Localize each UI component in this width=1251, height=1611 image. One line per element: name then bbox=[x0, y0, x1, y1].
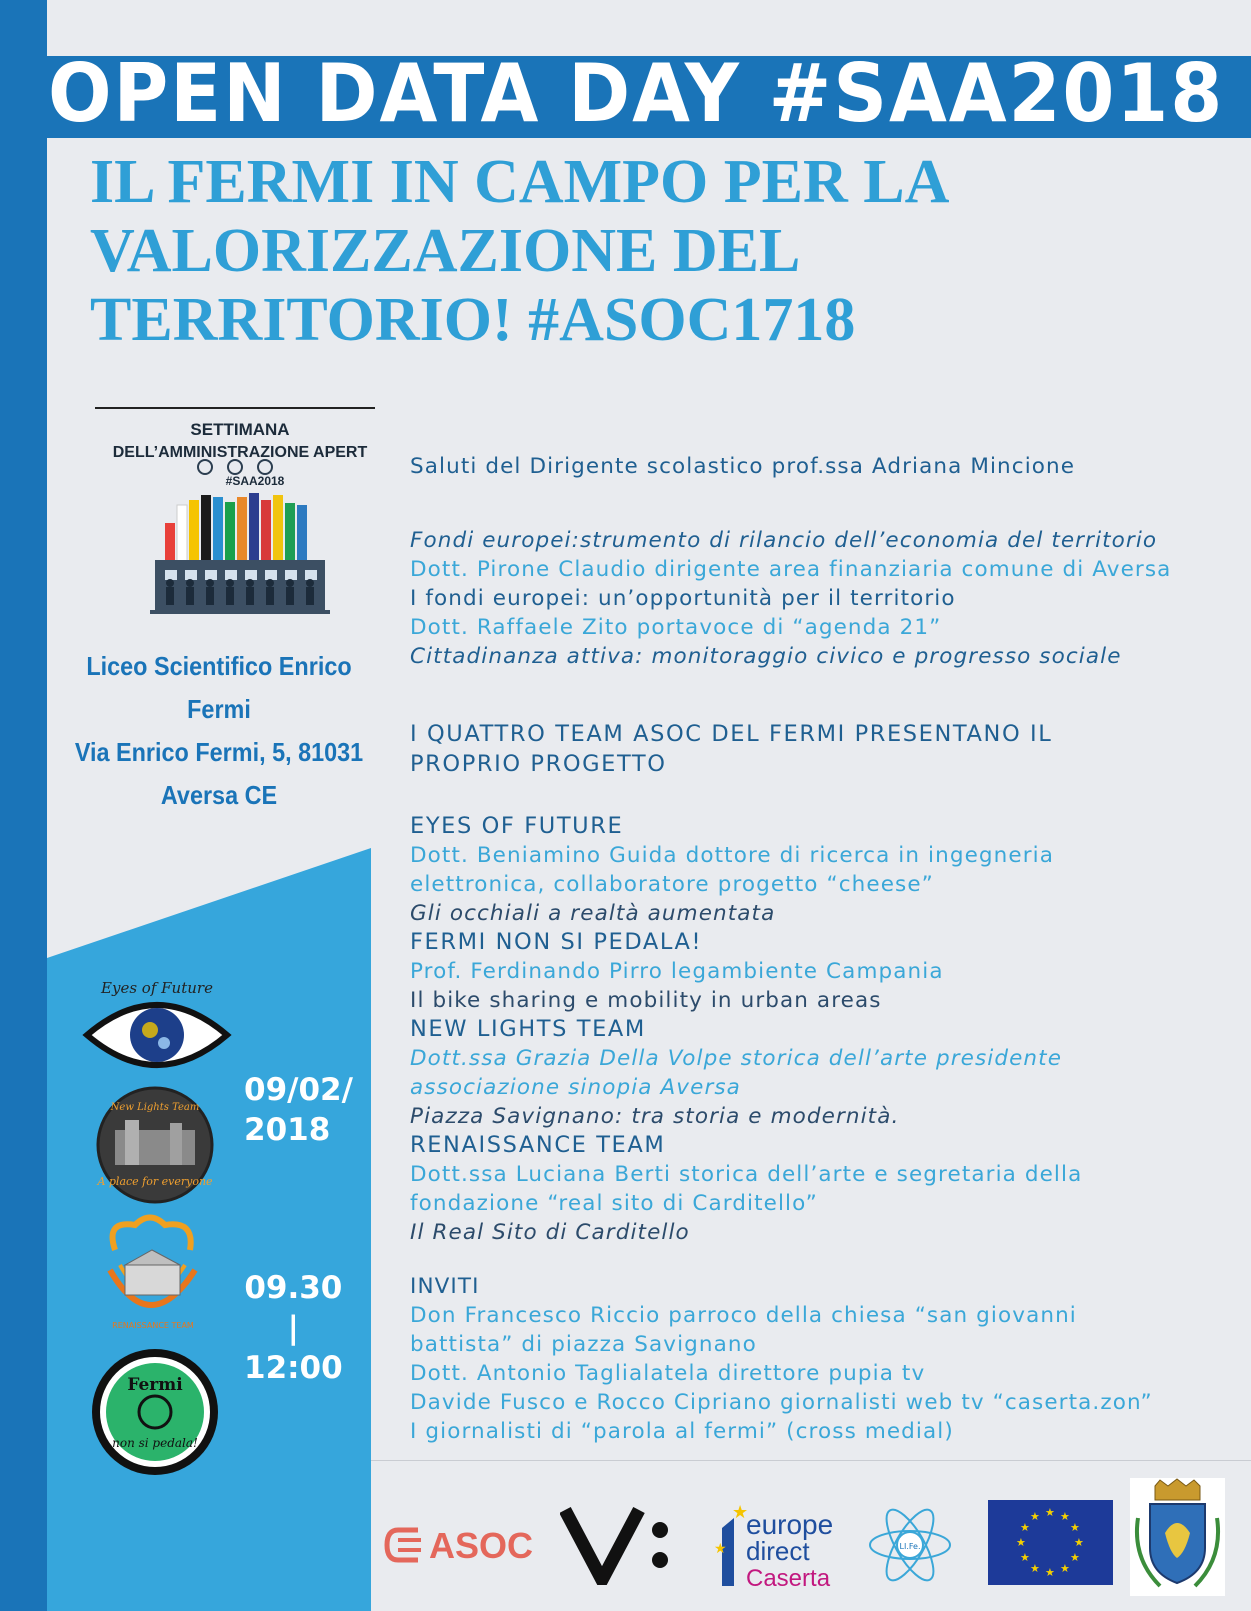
svg-text:★: ★ bbox=[1060, 1510, 1070, 1523]
invite: Dott. Antonio Taglialatela direttore pupia tv bbox=[410, 1361, 926, 1386]
star-icon: ★ bbox=[732, 1502, 749, 1523]
footer-divider bbox=[371, 1460, 1251, 1461]
newlights-logo-bottom: A place for everyone bbox=[97, 1175, 213, 1188]
fermi-logo-text: Fermi bbox=[127, 1375, 183, 1395]
team-guest: associazione sinopia Aversa bbox=[410, 1075, 741, 1100]
team-guest: Dott. Beniamino Guida dottore di ricerca in ingegneria bbox=[410, 843, 1054, 868]
team-project: Gli occhiali a realtà aumentata bbox=[410, 901, 776, 926]
time-line: 12:00 bbox=[244, 1350, 343, 1386]
svg-text:★: ★ bbox=[1030, 1562, 1040, 1575]
saa-logo bbox=[90, 405, 380, 630]
team-name: RENAISSANCE TEAM bbox=[410, 1132, 666, 1158]
date-line: 09/02/ bbox=[244, 1072, 353, 1108]
team-guest: Dott.ssa Luciana Berti storica dell’arte e segretaria della bbox=[410, 1162, 1083, 1187]
europe-text: europe bbox=[746, 1509, 834, 1540]
team-guest: fondazione “real sito di Carditello” bbox=[410, 1191, 818, 1216]
subtitle-line: IL FERMI IN CAMPO PER LA bbox=[90, 148, 950, 216]
poster-subtitle bbox=[90, 148, 970, 355]
svg-text:★: ★ bbox=[1070, 1521, 1080, 1534]
eu-flag-icon bbox=[988, 1500, 1113, 1585]
team-name: FERMI NON SI PEDALA! bbox=[410, 929, 703, 955]
saa-logo-line2: DELL’AMMINISTRAZIONE APERT bbox=[112, 444, 368, 461]
invite: Davide Fusco e Rocco Cipriano giornalisti web tv “caserta.zon” bbox=[410, 1390, 1153, 1415]
svg-text:★: ★ bbox=[1045, 1506, 1055, 1519]
poster-title: OPEN DATA DAY #SAA2018 bbox=[48, 47, 1225, 140]
svg-text:★: ★ bbox=[1070, 1551, 1080, 1564]
left-accent-bar bbox=[0, 0, 47, 1611]
v-logo bbox=[560, 1505, 675, 1585]
invite: I giornalisti di “parola al fermi” (cross medial) bbox=[410, 1419, 954, 1444]
talk-speaker: Dott. Pirone Claudio dirigente area finanziaria comune di Aversa bbox=[410, 557, 1172, 582]
asoc-logo-text: ASOC bbox=[429, 1525, 534, 1566]
time-line: | bbox=[287, 1310, 299, 1346]
renaissance-logo-text: RENAISSANCE TEAM bbox=[112, 1321, 194, 1330]
subtitle-line: TERRITORIO! #ASOC1718 bbox=[90, 286, 856, 354]
school-line: Liceo Scientifico Enrico bbox=[86, 651, 352, 681]
aversa-coat-of-arms-icon bbox=[1130, 1478, 1225, 1596]
svg-text:★: ★ bbox=[1074, 1536, 1084, 1549]
greeting: Saluti del Dirigente scolastico prof.ssa Adriana Mincione bbox=[410, 454, 1076, 479]
school-line: Via Enrico Fermi, 5, 81031 bbox=[74, 737, 364, 767]
subtitle-line: VALORIZZAZIONE DEL bbox=[90, 217, 801, 285]
direct-text: direct bbox=[746, 1536, 810, 1566]
event-date bbox=[244, 1070, 353, 1150]
teams-heading: PROPRIO PROGETTO bbox=[410, 751, 667, 777]
team-project: Piazza Savignano: tra storia e modernità. bbox=[410, 1104, 900, 1129]
newlights-logo-text: New Lights Team bbox=[110, 1102, 200, 1113]
talk-topic: Fondi europei:strumento di rilancio dell’economia del territorio bbox=[410, 528, 1158, 553]
team-name: EYES OF FUTURE bbox=[410, 813, 624, 839]
team-project: Il Real Sito di Carditello bbox=[410, 1220, 690, 1245]
svg-text:★: ★ bbox=[1045, 1566, 1055, 1579]
team-project: Il bike sharing e mobility in urban areas bbox=[410, 988, 882, 1013]
talk-speaker: Dott. Raffaele Zito portavoce di “agenda 21” bbox=[410, 615, 942, 640]
saa-building-icon bbox=[155, 560, 325, 610]
svg-text:★: ★ bbox=[1020, 1551, 1030, 1564]
saa-logo-line1: SETTIMANA bbox=[190, 420, 290, 439]
school-address bbox=[71, 645, 368, 817]
fermi-non-si-pedala-logo bbox=[88, 1345, 223, 1480]
teams-heading: I QUATTRO TEAM ASOC DEL FERMI PRESENTANO IL bbox=[410, 721, 1053, 747]
lifu-text: LI.Fe. bbox=[899, 1542, 921, 1551]
school-line: Aversa CE bbox=[160, 780, 278, 810]
talk-topic: Cittadinanza attiva: monitoraggio civico e progresso sociale bbox=[410, 644, 1122, 669]
team-guest: elettronica, collaboratore progetto “cheese” bbox=[410, 872, 934, 897]
team-guest: Dott.ssa Grazia Della Volpe storica dell’arte presidente bbox=[410, 1046, 1063, 1071]
time-line: 09.30 bbox=[244, 1270, 343, 1306]
eyes-of-future-logo bbox=[82, 975, 232, 1085]
star-icon: ★ bbox=[714, 1541, 727, 1557]
svg-text:★: ★ bbox=[1030, 1510, 1040, 1523]
team-name: NEW LIGHTS TEAM bbox=[410, 1016, 646, 1042]
invites-heading: INVITI bbox=[410, 1274, 480, 1299]
renaissance-team-logo bbox=[95, 1210, 210, 1340]
svg-text:★: ★ bbox=[1020, 1521, 1030, 1534]
fermi-logo-bottom: non si pedala! bbox=[112, 1436, 198, 1450]
svg-text:★: ★ bbox=[1016, 1536, 1026, 1549]
caserta-text: Caserta bbox=[746, 1565, 831, 1592]
invite: Don Francesco Riccio parroco della chiesa “san giovanni bbox=[410, 1303, 1077, 1328]
eyes-logo-text: Eyes of Future bbox=[101, 979, 213, 997]
europe-direct-caserta-logo bbox=[712, 1498, 847, 1593]
lifu-logo bbox=[865, 1505, 955, 1585]
saa-logo-tag: #SAA2018 bbox=[225, 474, 285, 488]
invite: battista” di piazza Savignano bbox=[410, 1332, 757, 1357]
asoc-logo bbox=[383, 1520, 538, 1570]
team-guest: Prof. Ferdinando Pirro legambiente Campania bbox=[410, 959, 944, 984]
date-line: 2018 bbox=[244, 1112, 331, 1148]
new-lights-team-logo bbox=[95, 1085, 215, 1205]
school-line: Fermi bbox=[187, 694, 251, 724]
event-time bbox=[244, 1268, 343, 1388]
svg-text:★: ★ bbox=[1060, 1562, 1070, 1575]
talk-topic: I fondi europei: un’opportunità per il territorio bbox=[410, 586, 956, 611]
